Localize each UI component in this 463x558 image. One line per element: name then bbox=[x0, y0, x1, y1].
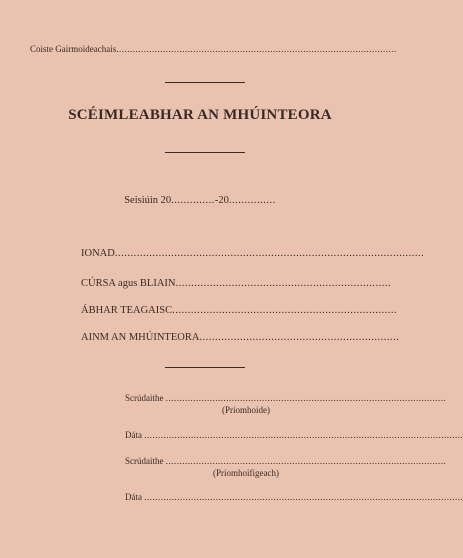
cursa-line bbox=[81, 278, 392, 289]
committee-label: Coiste Gairmoideachais bbox=[30, 44, 117, 54]
scrudaithe2-label: Scrúdaithe bbox=[125, 456, 164, 466]
scrudaithe1-fill[interactable]: ...................................................................................................... bbox=[165, 393, 447, 403]
scrudaithe2-fill[interactable]: ...................................................................................................... bbox=[165, 456, 447, 466]
middle-rule bbox=[165, 367, 245, 368]
ainm-fill[interactable]: ................................................................ bbox=[199, 332, 400, 343]
top-rule bbox=[165, 82, 245, 83]
session-fill-start[interactable]: .............. bbox=[171, 195, 215, 206]
title-rule bbox=[165, 152, 245, 153]
page-title: SCÉIMLEABHAR AN MHÚINTEORA bbox=[68, 107, 332, 123]
committee-fill[interactable]: ...................................................................................................... bbox=[116, 44, 397, 54]
data1-line bbox=[125, 430, 463, 440]
ainm-line bbox=[81, 332, 400, 343]
ainm-label: AINM AN MHÚINTEORA bbox=[81, 332, 200, 343]
ionad-label: IONAD bbox=[81, 248, 115, 259]
session-separator: -20 bbox=[214, 195, 229, 206]
scrudaithe1-line bbox=[125, 393, 447, 403]
data2-label: Dáta bbox=[125, 492, 142, 502]
scrudaithe1-label: Scrúdaithe bbox=[125, 393, 164, 403]
data2-fill[interactable]: .................................................................................................................... bbox=[144, 492, 463, 502]
data1-fill[interactable]: .................................................................................................................... bbox=[144, 430, 463, 440]
abhar-label: ÁBHAR TEAGAISC bbox=[81, 305, 173, 316]
cursa-fill[interactable]: ..................................................................... bbox=[175, 278, 392, 289]
committee-line bbox=[30, 44, 397, 54]
ionad-fill[interactable]: ................................................................................................... bbox=[114, 248, 425, 259]
data2-line bbox=[125, 492, 463, 502]
scrudaithe2-line bbox=[125, 456, 447, 466]
abhar-line bbox=[81, 305, 398, 316]
ionad-line bbox=[81, 248, 425, 259]
abhar-fill[interactable]: ........................................................................ bbox=[172, 305, 398, 316]
role2-caption: (Príomhoifigeach) bbox=[213, 468, 279, 478]
role1-caption: (Príomhoide) bbox=[222, 405, 270, 415]
session-label: Seisiúin 20 bbox=[124, 195, 172, 206]
session-fill-end[interactable]: ............... bbox=[228, 195, 276, 206]
data1-label: Dáta bbox=[125, 430, 142, 440]
cursa-label: CÚRSA agus BLIAIN bbox=[81, 278, 176, 289]
session-line bbox=[0, 195, 400, 206]
